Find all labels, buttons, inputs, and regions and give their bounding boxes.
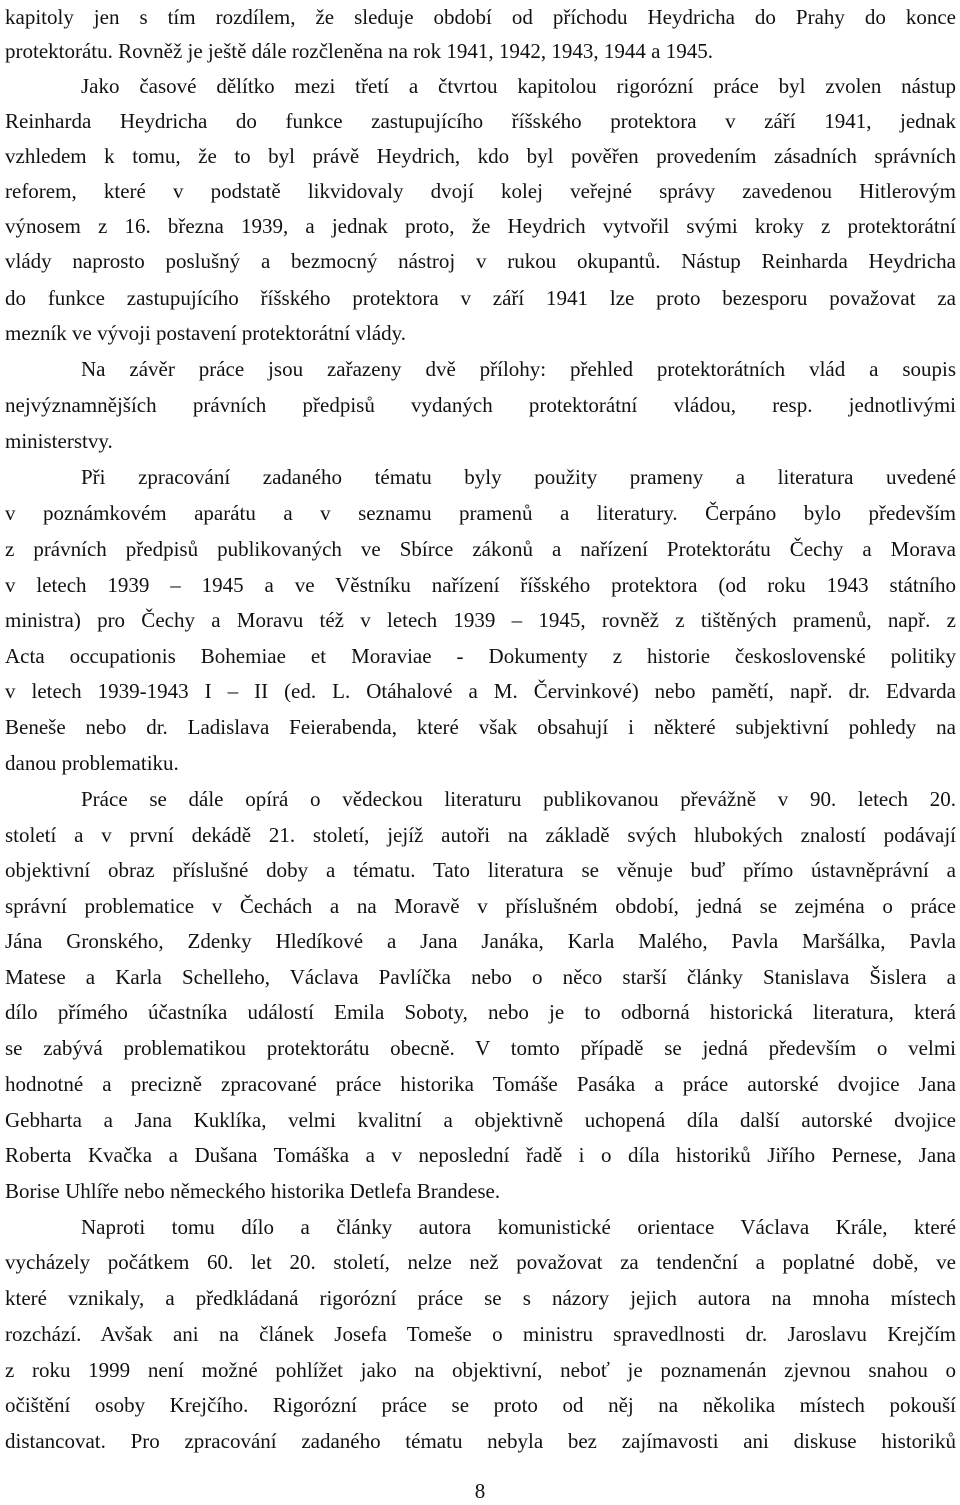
text-line: v poznámkovém aparátu a v seznamu pramenů a literatury. Čerpáno bylo především xyxy=(5,501,956,525)
text-line: hodnotné a precizně zpracované práce historika Tomáše Pasáka a práce autorské dvojice Jana xyxy=(5,1072,956,1096)
text-line: nejvýznamnějších právních předpisů vydaných protektorátní vládou, resp. jednotlivými xyxy=(5,393,956,417)
text-line: do funkce zastupujícího říšského protektora v září 1941 lze proto bezesporu považovat za xyxy=(5,286,956,310)
text-line: očištění osoby Krejčího. Rigorózní práce se proto od něj na několika místech pokouší xyxy=(5,1393,956,1417)
text-line: z právních předpisů publikovaných ve Sbírce zákonů a nařízení Protektorátu Čechy a Morava xyxy=(5,537,956,561)
text-line: dílo přímého účastníka událostí Emila Soboty, nebo je to odborná historická literatura, která xyxy=(5,1000,956,1024)
text-line: rozchází. Avšak ani na článek Josefa Tomeše o ministru spravedlnosti dr. Jaroslavu Krejčím xyxy=(5,1322,956,1346)
text-line: kapitoly jen s tím rozdílem, že sleduje období od příchodu Heydricha do Prahy do konce xyxy=(5,5,956,29)
text-line: se zabývá problematikou protektorátu obecně. V tomto případě se jedná především o velmi xyxy=(5,1036,956,1060)
text-line: Při zpracování zadaného tématu byly použity prameny a literatura uvedené xyxy=(81,465,956,489)
text-line: reforem, které v podstatě likvidovaly dvojí kolej veřejné správy zavedenou Hitlerovým xyxy=(5,179,956,203)
text-line: ministerstvy. xyxy=(5,429,113,453)
text-line: Beneše nebo dr. Ladislava Feierabenda, které však obsahují i některé subjektivní pohledy na xyxy=(5,715,956,739)
text-line: Borise Uhlíře nebo německého historika Detlefa Brandese. xyxy=(5,1179,501,1203)
text-line: z roku 1999 není možné pohlížet jako na objektivní, neboť je poznamenán zjevnou snahou o xyxy=(5,1358,956,1382)
text-line: století a v první dekádě 21. století, jejíž autoři na základě svých hlubokých znalostí podávají xyxy=(5,823,956,847)
text-line: v letech 1939 – 1945 a ve Věstníku nařízení říšského protektora (od roku 1943 státního xyxy=(5,573,956,597)
text-line: protektorátu. Rovněž je ještě dále rozčleněna na rok 1941, 1942, 1943, 1944 a 1945. xyxy=(5,39,713,63)
text-line: Na závěr práce jsou zařazeny dvě přílohy: přehled protektorátních vlád a soupis xyxy=(81,357,956,381)
text-line: Jako časové dělítko mezi třetí a čtvrtou kapitolou rigorózní práce byl zvolen nástup xyxy=(81,74,956,98)
text-line: Gebharta a Jana Kuklíka, velmi kvalitní a objektivně uchopená díla další autorské dvojice xyxy=(5,1108,956,1132)
text-line: danou problematiku. xyxy=(5,751,179,775)
text-line: vlády naprosto poslušný a bezmocný nástroj v rukou okupantů. Nástup Reinharda Heydricha xyxy=(5,249,956,273)
text-line: v letech 1939-1943 I – II (ed. L. Otáhalové a M. Červinkové) nebo pamětí, např. dr. Edvarda xyxy=(5,679,956,703)
text-line: ministra) pro Čechy a Moravu též v letech 1939 – 1945, rovněž z tištěných pramenů, např. z xyxy=(5,608,956,632)
text-line: objektivní obraz příslušné doby a tématu. Tato literatura se věnuje buď přímo ústavněprávní a xyxy=(5,858,956,882)
text-line: Reinharda Heydricha do funkce zastupujícího říšského protektora v září 1941, jednak xyxy=(5,109,956,133)
text-line: mezník ve vývoji postavení protektorátní vlády. xyxy=(5,321,407,345)
text-line: distancovat. Pro zpracování zadaného tématu nebyla bez zajímavosti ani diskuse historiků xyxy=(5,1429,956,1453)
page-number: 8 xyxy=(474,1479,486,1503)
text-line: vycházely počátkem 60. let 20. století, nelze než považovat za tendenční a poplatné době, ve xyxy=(5,1250,956,1274)
text-line: výnosem z 16. března 1939, a jednak proto, že Heydrich vytvořil svými kroky z protektorátní xyxy=(5,214,956,238)
text-line: Práce se dále opírá o vědeckou literaturu publikovanou převážně v 90. letech 20. xyxy=(81,787,956,811)
text-line: Matese a Karla Schelleho, Václava Pavlíčka nebo o něco starší články Stanislava Šislera a xyxy=(5,965,956,989)
text-line: Roberta Kvačka a Dušana Tomáška a v neposlední řadě i o díla historiků Jiřího Pernese, Jana xyxy=(5,1143,956,1167)
text-line: Naproti tomu dílo a články autora komunistické orientace Václava Krále, které xyxy=(81,1215,956,1239)
text-line: Jána Gronského, Zdenky Hledíkové a Jana Janáka, Karla Malého, Pavla Maršálka, Pavla xyxy=(5,929,956,953)
text-line: správní problematice v Čechách a na Moravě v příslušném období, jedná se zejména o práce xyxy=(5,894,956,918)
text-line: které vznikaly, a předkládaná rigorózní práce se s názory jejich autora na mnoha místech xyxy=(5,1286,956,1310)
text-line: vzhledem k tomu, že to byl právě Heydrich, kdo byl pověřen provedením zásadních správních xyxy=(5,144,956,168)
text-line: Acta occupationis Bohemiae et Moraviae - Dokumenty z historie československé politiky xyxy=(5,644,956,668)
